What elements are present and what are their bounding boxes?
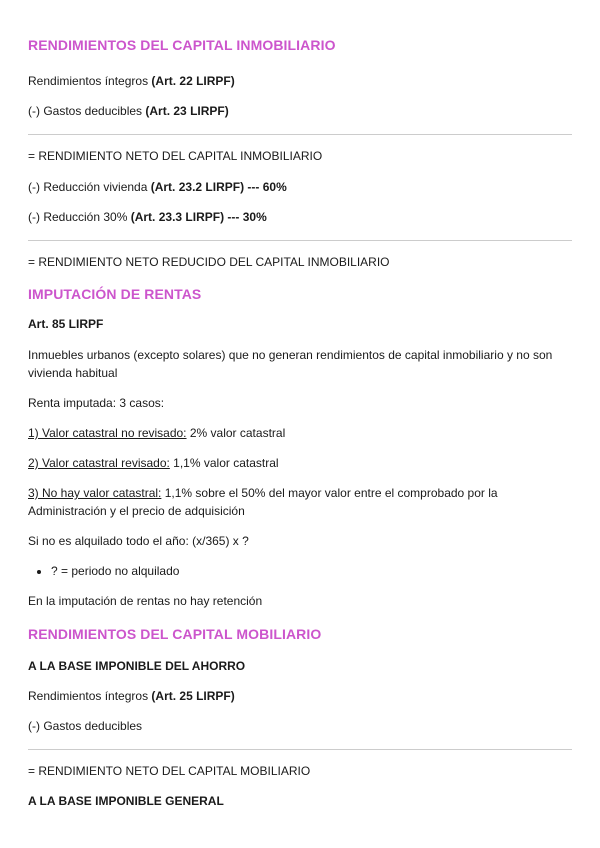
- case-2: [28, 454, 572, 472]
- cases-intro: Renta imputada: 3 casos:: [28, 396, 165, 410]
- article-ref: (Art. 23 LIRPF): [145, 104, 229, 118]
- article-ref: (Art. 25 LIRPF): [151, 689, 235, 703]
- article-ref: (Art. 23.3 LIRPF) --- 30%: [130, 210, 267, 224]
- line-rendimiento-neto: = RENDIMIENTO NETO DEL CAPITAL INMOBILIARIO: [28, 149, 323, 163]
- divider: [28, 749, 572, 750]
- heading-capital-mobiliario: RENDIMIENTOS DEL CAPITAL MOBILIARIO: [28, 626, 322, 642]
- case-label: 1) Valor catastral no revisado:: [28, 426, 187, 440]
- case-3: [28, 484, 572, 520]
- article-85: [28, 315, 572, 333]
- line-rendimiento-neto-reducido: = RENDIMIENTO NETO REDUCIDO DEL CAPITAL INMOBILIARIO: [28, 255, 390, 269]
- formula-line: Si no es alquilado todo el año: (x/365) x ?: [28, 534, 249, 548]
- line-text: Rendimientos íntegros: [28, 689, 152, 703]
- heading-imputacion-rentas: IMPUTACIÓN DE RENTAS: [28, 286, 202, 302]
- line-rendimiento-neto-mobiliario: = RENDIMIENTO NETO DEL CAPITAL MOBILIARIO: [28, 764, 311, 778]
- line-rendimientos-integros-mobiliario: [28, 687, 572, 705]
- case-label: 3) No hay valor catastral:: [28, 486, 162, 500]
- line-text: (-) Reducción 30%: [28, 210, 131, 224]
- retention-note: En la imputación de rentas no hay retención: [28, 594, 263, 608]
- line-gastos-deducibles-mobiliario: (-) Gastos deducibles: [28, 719, 143, 733]
- imputacion-description: Inmuebles urbanos (excepto solares) que no generan rendimientos de capital inmobiliario y no son vivienda habitual: [28, 348, 553, 380]
- subheading-base-ahorro: [28, 657, 572, 675]
- line-rendimientos-integros: [28, 72, 572, 90]
- article-ref: (Art. 22 LIRPF): [151, 74, 235, 88]
- article-ref: Art. 85 LIRPF: [28, 317, 104, 331]
- case-1: [28, 424, 572, 442]
- line-reduccion-30: [28, 208, 572, 226]
- heading-capital-inmobiliario: RENDIMIENTOS DEL CAPITAL INMOBILIARIO: [28, 37, 336, 53]
- line-gastos-deducibles: [28, 102, 572, 120]
- subheading-text: A LA BASE IMPONIBLE GENERAL: [28, 794, 224, 808]
- divider: [28, 240, 572, 241]
- subheading-text: A LA BASE IMPONIBLE DEL AHORRO: [28, 659, 246, 673]
- list-item: • ? = periodo no alquilado: [51, 562, 572, 580]
- line-text: (-) Gastos deducibles: [28, 104, 146, 118]
- bullet-list: [28, 562, 572, 580]
- line-text: Rendimientos íntegros: [28, 74, 152, 88]
- case-text: 2% valor catastral: [186, 426, 286, 440]
- line-reduccion-vivienda: [28, 178, 572, 196]
- subheading-base-general: [28, 792, 572, 810]
- divider: [28, 134, 572, 135]
- article-ref: (Art. 23.2 LIRPF) --- 60%: [150, 180, 287, 194]
- line-text: (-) Reducción vivienda: [28, 180, 151, 194]
- case-text: 1,1% valor catastral: [169, 456, 279, 470]
- case-text: 1,1% sobre el 50% del mayor valor entre el comprobado por la Administración y el precio de adquisición: [28, 486, 498, 518]
- case-label: 2) Valor catastral revisado:: [28, 456, 170, 470]
